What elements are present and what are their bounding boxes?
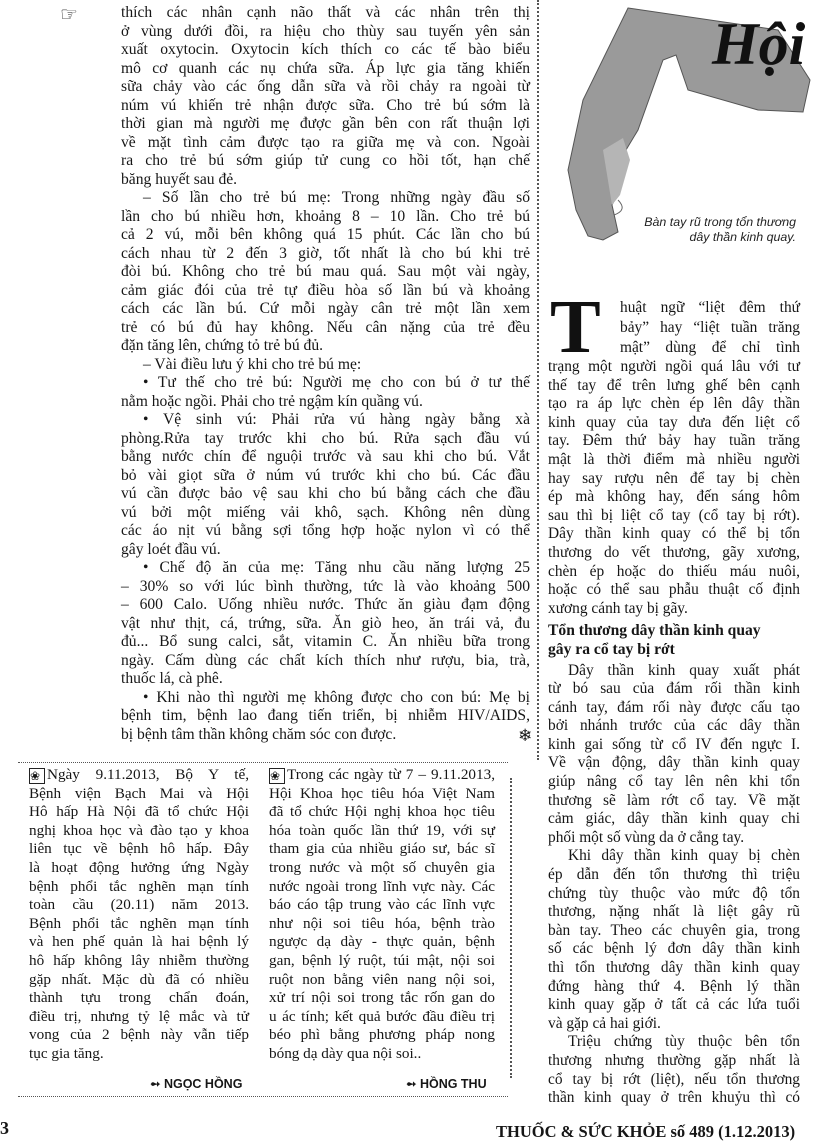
text-line bbox=[269, 766, 495, 785]
caption-line: dây thần kinh quay. bbox=[689, 230, 796, 244]
text-line: • Tư thế cho trẻ bú: Người mẹ cho con bú ở tư thế bbox=[143, 374, 530, 391]
text-line: – Số lần cho trẻ bú mẹ: Trong những ngày đầu số bbox=[143, 189, 530, 206]
text-line: kinh quay của tay dưa đến liệt cổ bbox=[548, 413, 800, 431]
text-line: phòng.Rửa tay trước khi cho bú. Rửa sạch đầu vú bbox=[121, 429, 530, 447]
text-line: tạo ra áp lực chèn ép lên dây thần bbox=[548, 395, 800, 413]
text-line: thương do vết thương, gãy xương, bbox=[548, 543, 800, 561]
text-line: – 600 Calo. Uống nhiều nước. Thức ăn giàu đạm động bbox=[121, 596, 530, 613]
text-line: đứng hàng thứ 4. Bệnh lý thần bbox=[548, 977, 800, 995]
text-line: kinh gai sống từ cổ IV đến ngực I. bbox=[548, 735, 800, 753]
text-line: thương nhưng thường gặp nhất là bbox=[548, 1051, 800, 1069]
text-line: tục gia tăng. bbox=[29, 1044, 104, 1062]
text-line: thương sẽ làm rớt cổ tay. Về mặt bbox=[548, 791, 800, 809]
text-line bbox=[29, 766, 249, 785]
section-title: Hội bbox=[712, 11, 806, 77]
text-line: từ bó sau của đám rối thần kinh bbox=[548, 680, 800, 698]
text-line: phối một số vùng da ở cẳng tay. bbox=[548, 828, 745, 846]
box-bottom-divider bbox=[18, 1096, 508, 1097]
text-line: xử trí nội soi trong tắc rốn gan do bbox=[269, 989, 495, 1007]
text-line: thuốc lá, cà phê. bbox=[121, 670, 223, 687]
text-line: bởi nhánh trước của các dây thần bbox=[548, 717, 800, 735]
flower-bullet-icon: ❀ bbox=[29, 768, 45, 784]
text-line: vong của 2 bệnh này vẫn tiếp bbox=[29, 1026, 249, 1044]
text-line: • Vệ sinh vú: Phải rửa vú hàng ngày bằng xà bbox=[143, 411, 530, 428]
text-line: bóng dạ dày qua nội soi.. bbox=[269, 1044, 422, 1062]
text-line: về mặt tình cảm được tạo ra giữa mẹ và con. Ngoài bbox=[121, 133, 530, 151]
text-line: Bệnh viện Bạch Mai và Hội bbox=[29, 784, 249, 802]
text-line: Khi dây thần kinh quay bị chèn bbox=[568, 847, 800, 865]
text-line: – Vài điều lưu ý khi cho trẻ bú mẹ: bbox=[143, 355, 362, 373]
pointing-hand-icon: ☞ bbox=[60, 4, 78, 26]
text-line: vú bởi một miếng vải khô, sạch. Không nên dùng bbox=[121, 503, 530, 521]
text-line: thương, nặng nhất là liệt gây rũ bbox=[548, 903, 800, 921]
page-number: 3 bbox=[0, 1118, 9, 1138]
text-line: Hô hấp Hà Nội đã tổ chức Hội bbox=[29, 803, 249, 821]
text-line: béo phì bằng phương pháp nong bbox=[269, 1026, 495, 1044]
text-line: ngày. Cấm dùng các chất kích thích như rượu, bia, trà, bbox=[121, 651, 530, 669]
text-line: và gặp cả hai giới. bbox=[548, 1014, 661, 1032]
text-line: kinh quay gặp ở tất cả các lứa tuổi bbox=[548, 996, 800, 1014]
publication-footer: THUỐC & SỨC KHỎE số 489 (1.12.2013) bbox=[496, 1122, 796, 1141]
box-right-divider bbox=[510, 778, 512, 1078]
text-line: thế tay để trên lưng ghế bên cạnh bbox=[548, 376, 800, 394]
text-line: tay. Đêm thứ bảy hay tuần trăng bbox=[548, 432, 800, 450]
text-line: bỏ vài giọt sữa ở núm vú trước khi cho bú. Các đầu bbox=[121, 466, 530, 484]
text-line: các áo nịt vú bằng sợi tổng hợp hoặc nylon vì có thể bbox=[121, 522, 530, 539]
text-line: cách nhau từ 2 đến 3 giờ, tốt nhất là cho bú khi trẻ bbox=[121, 244, 530, 262]
text-line: Về vận động, dây thần kinh quay bbox=[548, 754, 800, 772]
text-line: Bệnh phổi tắc nghẽn mạn tính bbox=[29, 914, 249, 932]
text-line: núm vú khiến trẻ nhận được sữa. Cho trẻ bú sớm là bbox=[121, 96, 530, 114]
text-line: bệnh phổi tắc nghẽn mạn tính bbox=[29, 877, 249, 895]
text-line: nước ngoài trong lĩnh vực này. Các bbox=[269, 877, 495, 895]
text-line: cảm giác, dây thần kinh quay chi bbox=[548, 810, 800, 828]
text-line: trong nước và một số chuyên gia bbox=[269, 858, 495, 876]
text-line: sữa chảy vào các ống dẫn sữa và rồi chảy ra ngoài từ bbox=[121, 78, 530, 95]
text-line: ép dẫn đến tổn thương thì triệu bbox=[548, 866, 800, 884]
text-line: bàn tay. Theo các chuyên gia, trong bbox=[548, 921, 800, 939]
text-line: nghị khoa học và đào tạo y khoa bbox=[29, 821, 249, 839]
text-line: u ác tính; kết quả bước đầu điều trị bbox=[269, 1007, 495, 1025]
text-line: gan, bệnh lý ruột, túi mật, nội soi bbox=[269, 951, 495, 969]
byline-ngoc-hong: ➻ NGỌC HỒNG bbox=[150, 1077, 243, 1091]
text-line: Trong các ngày từ 7 – 9.11.2013, bbox=[287, 766, 495, 783]
text-line: bị bệnh tâm thần không chăm sóc con được. bbox=[121, 725, 397, 743]
text-line: mật là thời điểm mà nhiều người bbox=[548, 450, 800, 468]
text-line: vật như thịt, cá, trứng, sữa. Ăn giò heo, ăn trái vả, đu bbox=[121, 614, 530, 632]
text-line: cảm giác đói của trẻ tự điều hòa số lần bú và khoảng bbox=[121, 281, 530, 299]
text-line: thích các nhân cạnh não thất và các nhân trên thị bbox=[121, 4, 530, 21]
text-line: thời gian mà người mẹ được gần bên con rất thuận lợi bbox=[121, 115, 530, 132]
text-line: bằng nước chín để nguội trước và sau khi cho bú. Vắt bbox=[121, 448, 530, 465]
text-line: mật” dùng để chỉ tình bbox=[620, 339, 800, 356]
end-mark-snowflake-icon: ❄ bbox=[518, 726, 533, 745]
text-line: tham gia của nhiều giáo sư, bác sĩ bbox=[269, 840, 495, 858]
text-line: điều trị, nhưng tỷ lệ mắc và tử bbox=[29, 1007, 249, 1025]
left-article-column bbox=[121, 4, 533, 745]
text-line: bệnh tim, bệnh lao đang tiến triển, bị nhiễm HIV/AIDS, bbox=[121, 707, 530, 724]
text-line: lần cho bú nhiều hơn, khoảng 8 – 10 lần. Cho trẻ bú bbox=[121, 207, 530, 225]
text-line: là hoạt động hưởng ứng Ngày bbox=[29, 858, 249, 876]
text-line: hô hấp không lây nhiễm thường bbox=[29, 951, 249, 969]
text-line: cổ tay bị rớt (liệt), nếu tổn thương bbox=[548, 1070, 800, 1088]
text-line: chứng tùy thuộc vào mức độ tổn bbox=[548, 884, 800, 902]
text-line: sau thì bị liệt cổ tay (cổ tay bị rớt). bbox=[548, 506, 800, 524]
box-top-divider bbox=[18, 762, 508, 763]
text-line: thì tổn thương dây thần kinh quay bbox=[548, 959, 800, 976]
text-line: cánh tay, đám rối này được cấu tạo bbox=[548, 698, 800, 716]
text-line: đòi bú. Không cho trẻ bú mau quá. Sau một vài ngày, bbox=[121, 263, 530, 280]
text-line: ra cho trẻ bú sớm giúp tử cung co hồi tốt, hạn chế bbox=[121, 152, 530, 169]
text-line: và hen phế quản là hai bệnh lý bbox=[29, 933, 249, 951]
flower-bullet-icon: ❀ bbox=[269, 768, 285, 784]
text-line: xương cánh tay bị gãy. bbox=[548, 599, 688, 617]
text-line: – 30% so với lúc bình thường, tức là vào khoảng 500 bbox=[121, 577, 530, 595]
text-line: Tổn thương dây thần kinh quay bbox=[548, 622, 761, 640]
text-line: huật ngữ “liệt đêm thứ bbox=[620, 299, 800, 316]
text-line: xuất oxytocin. Oxytocin kích thích co các tế bào biểu bbox=[121, 41, 530, 58]
text-line: toàn cầu (20.11) năm 2013. bbox=[29, 896, 249, 914]
text-line: trẻ có bú đủ hay không. Nếu cân nặng của trẻ đều bbox=[121, 318, 530, 336]
column-divider bbox=[537, 0, 539, 760]
news-box-respiratory bbox=[29, 766, 249, 1064]
text-line: giúp nâng cổ tay lên nên khi tổn bbox=[548, 773, 800, 791]
text-line: Dây thần kinh quay có thể bị tổn bbox=[548, 525, 800, 543]
text-line: ngược dạ dày - thực quản, bệnh bbox=[269, 933, 495, 951]
article-subheading bbox=[548, 622, 800, 659]
text-line: cách các lần bú. Cứ mỗi ngày cân trẻ một lần xem bbox=[121, 300, 530, 317]
text-line: cả 2 vú, mỗi bên không quá 15 phút. Các lần cho bú bbox=[121, 226, 530, 243]
text-line: hay say rượu nên để tay bị chèn bbox=[548, 469, 800, 487]
caption-line: Bàn tay rũ trong tổn thương bbox=[644, 215, 796, 229]
text-line: như nội soi tiêu hóa, bệnh trào bbox=[269, 914, 495, 932]
text-line: ép mà không hay, đến sáng hôm bbox=[548, 488, 800, 506]
text-line: số các bệnh lý đơn dây thần kinh bbox=[548, 940, 800, 958]
text-line: gây loét đầu vú. bbox=[121, 540, 221, 558]
text-line: • Khi nào thì người mẹ không được cho con bú: Mẹ bị bbox=[143, 688, 530, 706]
text-line: thành tựu trong chẩn đoán, bbox=[29, 989, 249, 1007]
dropcap-letter: T bbox=[550, 285, 601, 369]
text-line: liên tục về bệnh hô hấp. Đây bbox=[29, 840, 249, 858]
text-line: đủ... Bổ sung calci, sắt, vitamin C. Ăn nhiều bữa trong bbox=[121, 633, 530, 650]
text-line: đã tổ chức Hội nghị khoa học tiêu bbox=[269, 803, 495, 821]
text-line: đặn tăng lên, chứng tỏ trẻ bú đủ. bbox=[121, 337, 324, 354]
text-line: hoặc có thể sau phẫu thuật cố định bbox=[548, 581, 800, 599]
text-line: hóa toàn quốc lần thứ 19, với sự bbox=[269, 821, 495, 839]
text-line: mô cơ quanh các nụ chứa sữa. Áp lực gia tăng khiến bbox=[121, 59, 530, 77]
text-line: vú cần được bảo vệ sau khi cho bú bằng cách che đầu bbox=[121, 485, 530, 502]
text-line: băng huyết sau đẻ. bbox=[121, 170, 238, 188]
text-line: báo cáo tập trung vào các lĩnh vực bbox=[269, 896, 495, 914]
text-line: chèn ép hoặc do thiếu máu nuôi, bbox=[548, 562, 800, 580]
text-line: ở vùng dưới đồi, ra hiệu cho thùy sau tuyến yên sản bbox=[121, 22, 530, 40]
text-line: Hội Khoa học tiêu hóa Việt Nam bbox=[269, 784, 495, 802]
text-line: ruột non bằng viên nang nội soi, bbox=[269, 970, 495, 988]
text-line: bảy” hay “liệt tuần trăng bbox=[620, 319, 800, 336]
radial-nerve-article bbox=[548, 285, 800, 1108]
text-line: nằm hoặc ngồi. Phải cho trẻ ngậm kín quầng vú. bbox=[121, 392, 423, 410]
text-line: gây ra cổ tay bị rớt bbox=[548, 640, 675, 658]
text-line: trạng một người ngồi quá lâu với tư bbox=[548, 358, 800, 375]
text-line: • Chế độ ăn của mẹ: Tăng nhu cầu năng lượng 25 bbox=[143, 559, 530, 576]
text-line: gặp nhất. Mặc dù đã có nhiều bbox=[29, 970, 249, 988]
news-box-digestive bbox=[269, 766, 495, 1064]
text-line: Dây thần kinh quay xuất phát bbox=[568, 661, 800, 679]
text-line: Ngày 9.11.2013, Bộ Y tế, bbox=[47, 766, 249, 783]
byline-hong-thu: ➻ HỒNG THU bbox=[406, 1077, 487, 1091]
text-line: Triệu chứng tùy thuộc bên tổn bbox=[568, 1033, 800, 1051]
text-line: thần kinh quay ở trên khuỷu thì có bbox=[548, 1089, 800, 1107]
